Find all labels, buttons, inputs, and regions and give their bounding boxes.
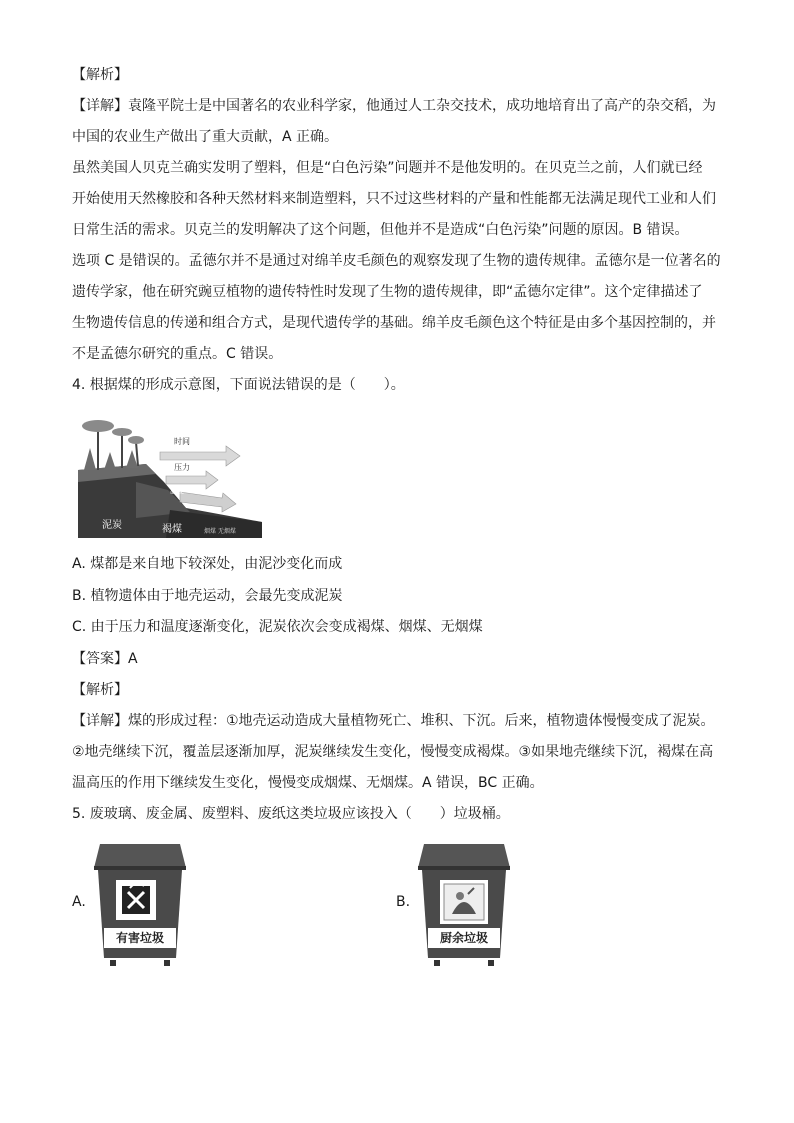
coal-formation-figure — [76, 412, 262, 540]
kitchen-bin-text: 厨余垃圾 — [439, 931, 488, 945]
trash-bin-icon — [416, 840, 512, 968]
hazardous-bin-text: 有害垃圾 — [115, 931, 164, 945]
analysis-line: 开始使用天然橡胶和各种天然材料来制造塑料，只不过这些材料的产量和性能都无法满足现代工业和人们 — [72, 191, 716, 207]
figure-label-time: 时间 — [174, 437, 190, 446]
answer-line: 【答案】A — [72, 651, 138, 667]
question-4-stem: 4. 根据煤的形成示意图，下面说法错误的是（ ）。 — [72, 377, 405, 393]
analysis-line: 选项 C 是错误的。孟德尔并不是通过对绵羊皮毛颜色的观察发现了生物的遗传规律。孟德尔是一位著名的 — [72, 253, 721, 269]
question-5-stem: 5. 废玻璃、废金属、废塑料、废纸这类垃圾应该投入（ ）垃圾桶。 — [72, 806, 510, 822]
option-b: B. 植物遗体由于地壳运动，会最先变成泥炭 — [72, 588, 343, 604]
bin-option-b-label: B. — [396, 894, 411, 910]
figure-label-temperature: 温度 — [170, 487, 184, 495]
trash-bin-icon — [92, 840, 188, 968]
figure-label-coal: 烟煤 无烟煤 — [204, 528, 236, 535]
analysis-heading: 【解析】 — [72, 682, 128, 698]
figure-label-pressure: 压力 — [174, 463, 190, 472]
analysis-line: 日常生活的需求。贝克兰的发明解决了这个问题，但他并不是造成“白色污染”问题的原因。B 错误。 — [72, 222, 689, 238]
figure-label-lignite: 褐煤 — [162, 524, 182, 535]
analysis-line: 遗传学家，他在研究豌豆植物的遗传特性时发现了生物的遗传规律，即“孟德尔定律”。这个定律描述了 — [72, 284, 703, 300]
analysis-line: ②地壳继续下沉，覆盖层逐渐加厚，泥炭继续发生变化，慢慢变成褐煤。③如果地壳继续下沉，褐煤在高 — [72, 744, 714, 760]
analysis-line: 【详解】袁隆平院士是中国著名的农业科学家，他通过人工杂交技术，成功地培育出了高产的杂交稻，为 — [72, 98, 716, 114]
analysis-line: 中国的农业生产做出了重大贡献，A 正确。 — [72, 129, 339, 145]
analysis-section-1 — [72, 60, 732, 401]
analysis-heading: 【解析】 — [72, 67, 128, 83]
analysis-line: 生物遗传信息的传递和组合方式，是现代遗传学的基础。绵羊皮毛颜色这个特征是由多个基因控制的，并 — [72, 315, 716, 331]
answer-section-4 — [72, 644, 732, 830]
kitchen-waste-bin — [416, 840, 512, 968]
option-a: A. 煤都是来自地下较深处，由泥沙变化而成 — [72, 556, 343, 572]
analysis-line: 【详解】煤的形成过程：①地壳运动造成大量植物死亡、堆积、下沉。后来，植物遗体慢慢变成了泥炭。 — [72, 713, 715, 729]
analysis-line: 温高压的作用下继续发生变化，慢慢变成烟煤、无烟煤。A 错误，BC 正确。 — [72, 775, 544, 791]
bin-option-a-label: A. — [72, 894, 86, 910]
analysis-line: 不是孟德尔研究的重点。C 错误。 — [72, 346, 283, 362]
analysis-line: 虽然美国人贝克兰确实发明了塑料，但是“白色污染”问题并不是他发明的。在贝克兰之前，人们就已经 — [72, 160, 703, 176]
hazardous-waste-bin — [92, 840, 188, 968]
figure-label-peat: 泥炭 — [102, 520, 122, 531]
option-c: C. 由于压力和温度逐渐变化，泥炭依次会变成褐煤、烟煤、无烟煤 — [72, 619, 483, 635]
